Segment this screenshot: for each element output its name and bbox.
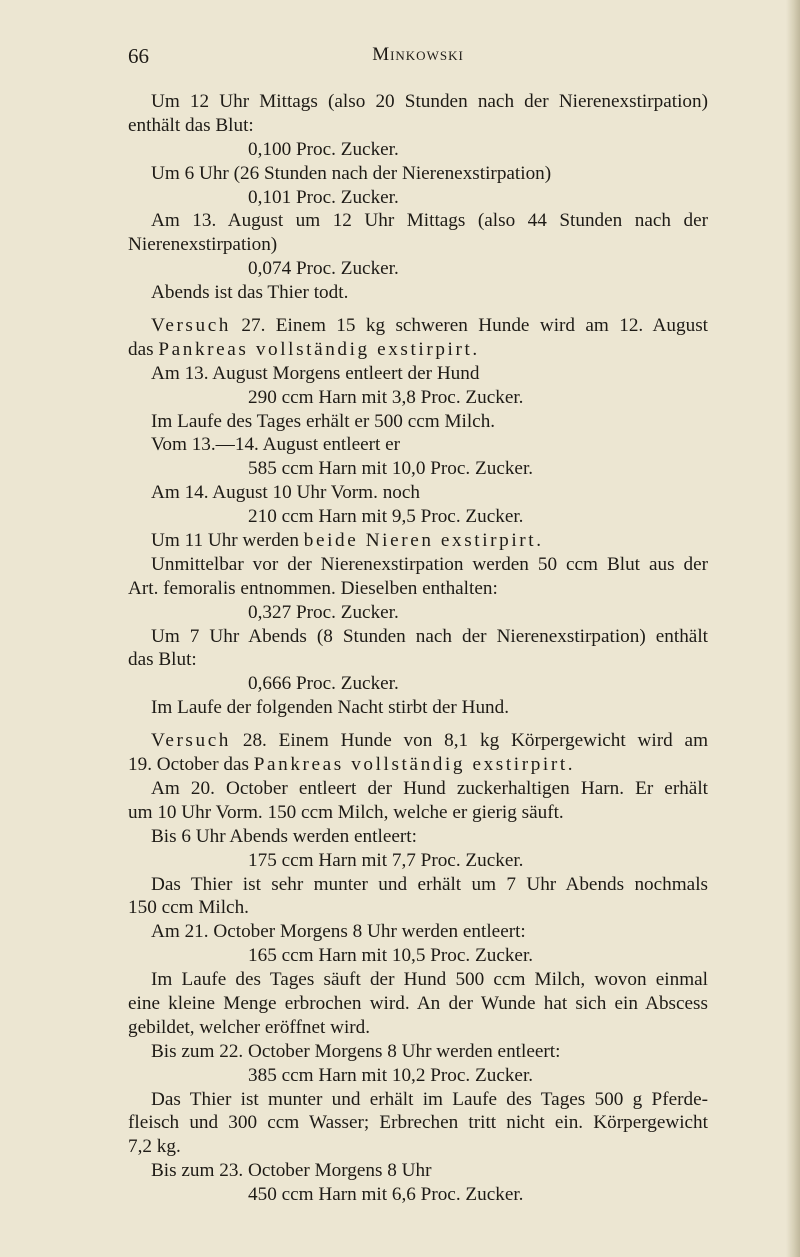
text-line: 7,2 kg.: [128, 1136, 181, 1158]
text-line: 0,666 Proc. Zucker.: [248, 673, 399, 695]
text-line: 175 ccm Harn mit 7,7 Proc. Zucker.: [248, 849, 524, 871]
text-line: 450 ccm Harn mit 6,6 Proc. Zucker.: [248, 1184, 524, 1206]
text-line: das Blut:: [128, 649, 197, 671]
spaced-emphasis: Pankreas vollständig exstirpirt: [158, 338, 473, 360]
text-line: um 10 Uhr Vorm. 150 ccm Milch, welche er gierig säuft.: [128, 801, 564, 823]
text-run: 27. Einem 15 kg schweren Hunde wird am 12. August: [231, 315, 708, 337]
text-line: 210 ccm Harn mit 9,5 Proc. Zucker.: [248, 506, 524, 528]
text-line: Am 14. August 10 Uhr Vorm. noch: [151, 482, 420, 504]
spaced-emphasis: beide Nieren exstirpirt: [303, 530, 537, 552]
text-line: gebildet, welcher eröffnet wird.: [128, 1016, 371, 1038]
text-line: Das Thier ist munter und erhält im Laufe des Tages 500 g Pferde-: [151, 1088, 708, 1110]
text-line: Im Laufe der folgenden Nacht stirbt der Hund.: [151, 697, 510, 719]
text-line: enthält das Blut:: [128, 114, 254, 136]
text-run: das: [128, 338, 159, 360]
text-line: Um 7 Uhr Abends (8 Stunden nach der Nierenexstirpation) enthält: [151, 625, 708, 647]
text-run: 28. Einem Hunde von 8,1 kg Körpergewicht wird am: [231, 730, 708, 752]
text-line: Im Laufe des Tages säuft der Hund 500 ccm Milch, wovon einmal: [151, 969, 708, 991]
paragraph-gap: [128, 305, 708, 314]
text-line: [128, 753, 708, 777]
text-line: Abends ist das Thier todt.: [151, 282, 349, 304]
text-line: Bis zum 22. October Morgens 8 Uhr werden entleert:: [151, 1040, 561, 1062]
text-line: eine kleine Menge erbrochen wird. An der Wunde hat sich ein Abscess: [128, 992, 708, 1014]
page-edge-shadow: [786, 0, 800, 1257]
text-line: Am 21. October Morgens 8 Uhr werden entleert:: [151, 921, 526, 943]
text-line: Das Thier ist sehr munter und erhält um 7 Uhr Abends nochmals: [151, 873, 708, 895]
text-line: 0,101 Proc. Zucker.: [248, 186, 399, 208]
spaced-emphasis: Versuch: [151, 315, 232, 337]
text-run: Um 11 Uhr werden: [151, 530, 304, 552]
text-line: [128, 529, 708, 553]
text-line: Um 12 Uhr Mittags (also 20 Stunden nach der Nierenexstirpation): [151, 91, 708, 112]
text-line: 150 ccm Milch.: [128, 897, 249, 919]
spaced-emphasis: Pankreas vollständig exstirpirt: [253, 754, 568, 776]
body-text: [128, 90, 708, 1207]
text-line: Unmittelbar vor der Nierenexstirpation werden 50 ccm Blut aus der: [151, 553, 708, 575]
text-line: 165 ccm Harn mit 10,5 Proc. Zucker.: [248, 945, 534, 967]
text-line: [128, 314, 708, 338]
text-line: Im Laufe des Tages erhält er 500 ccm Milch.: [151, 410, 496, 432]
text-line: Am 13. August Morgens entleert der Hund: [151, 362, 480, 384]
page-header: [128, 44, 708, 74]
running-head: Minkowski: [372, 44, 464, 65]
text-line: Bis zum 23. October Morgens 8 Uhr: [151, 1160, 432, 1182]
text-line: Bis 6 Uhr Abends werden entleert:: [151, 825, 417, 847]
text-line: 0,327 Proc. Zucker.: [248, 601, 399, 623]
spaced-emphasis: Versuch: [151, 730, 232, 752]
text-run: .: [472, 338, 478, 360]
text-line: Nierenexstirpation): [128, 234, 278, 256]
text-line: 0,100 Proc. Zucker.: [248, 138, 399, 160]
text-run: .: [567, 754, 573, 776]
text-line: Vom 13.—14. August entleert er: [151, 434, 401, 456]
text-line: Um 6 Uhr (26 Stunden nach der Nierenexstirpation): [151, 162, 552, 184]
text-line: Am 13. August um 12 Uhr Mittags (also 44 Stunden nach der: [151, 210, 708, 232]
text-run: .: [536, 530, 541, 552]
text-line: [128, 729, 708, 753]
text-line: fleisch und 300 ccm Wasser; Erbrechen tritt nicht ein. Körpergewicht: [128, 1112, 708, 1134]
text-line: 385 ccm Harn mit 10,2 Proc. Zucker.: [248, 1064, 534, 1086]
text-run: 19. October das: [128, 754, 254, 776]
text-line: Am 20. October entleert der Hund zuckerhaltigen Harn. Er erhält: [151, 777, 708, 799]
page-number: 66: [128, 44, 149, 68]
paragraph-gap: [128, 720, 708, 729]
text-line: 0,074 Proc. Zucker.: [248, 258, 399, 280]
text-line: 585 ccm Harn mit 10,0 Proc. Zucker.: [248, 458, 534, 480]
text-line: 290 ccm Harn mit 3,8 Proc. Zucker.: [248, 386, 524, 408]
text-line: Art. femoralis entnommen. Dieselben enthalten:: [128, 577, 498, 599]
text-line: [128, 338, 708, 362]
